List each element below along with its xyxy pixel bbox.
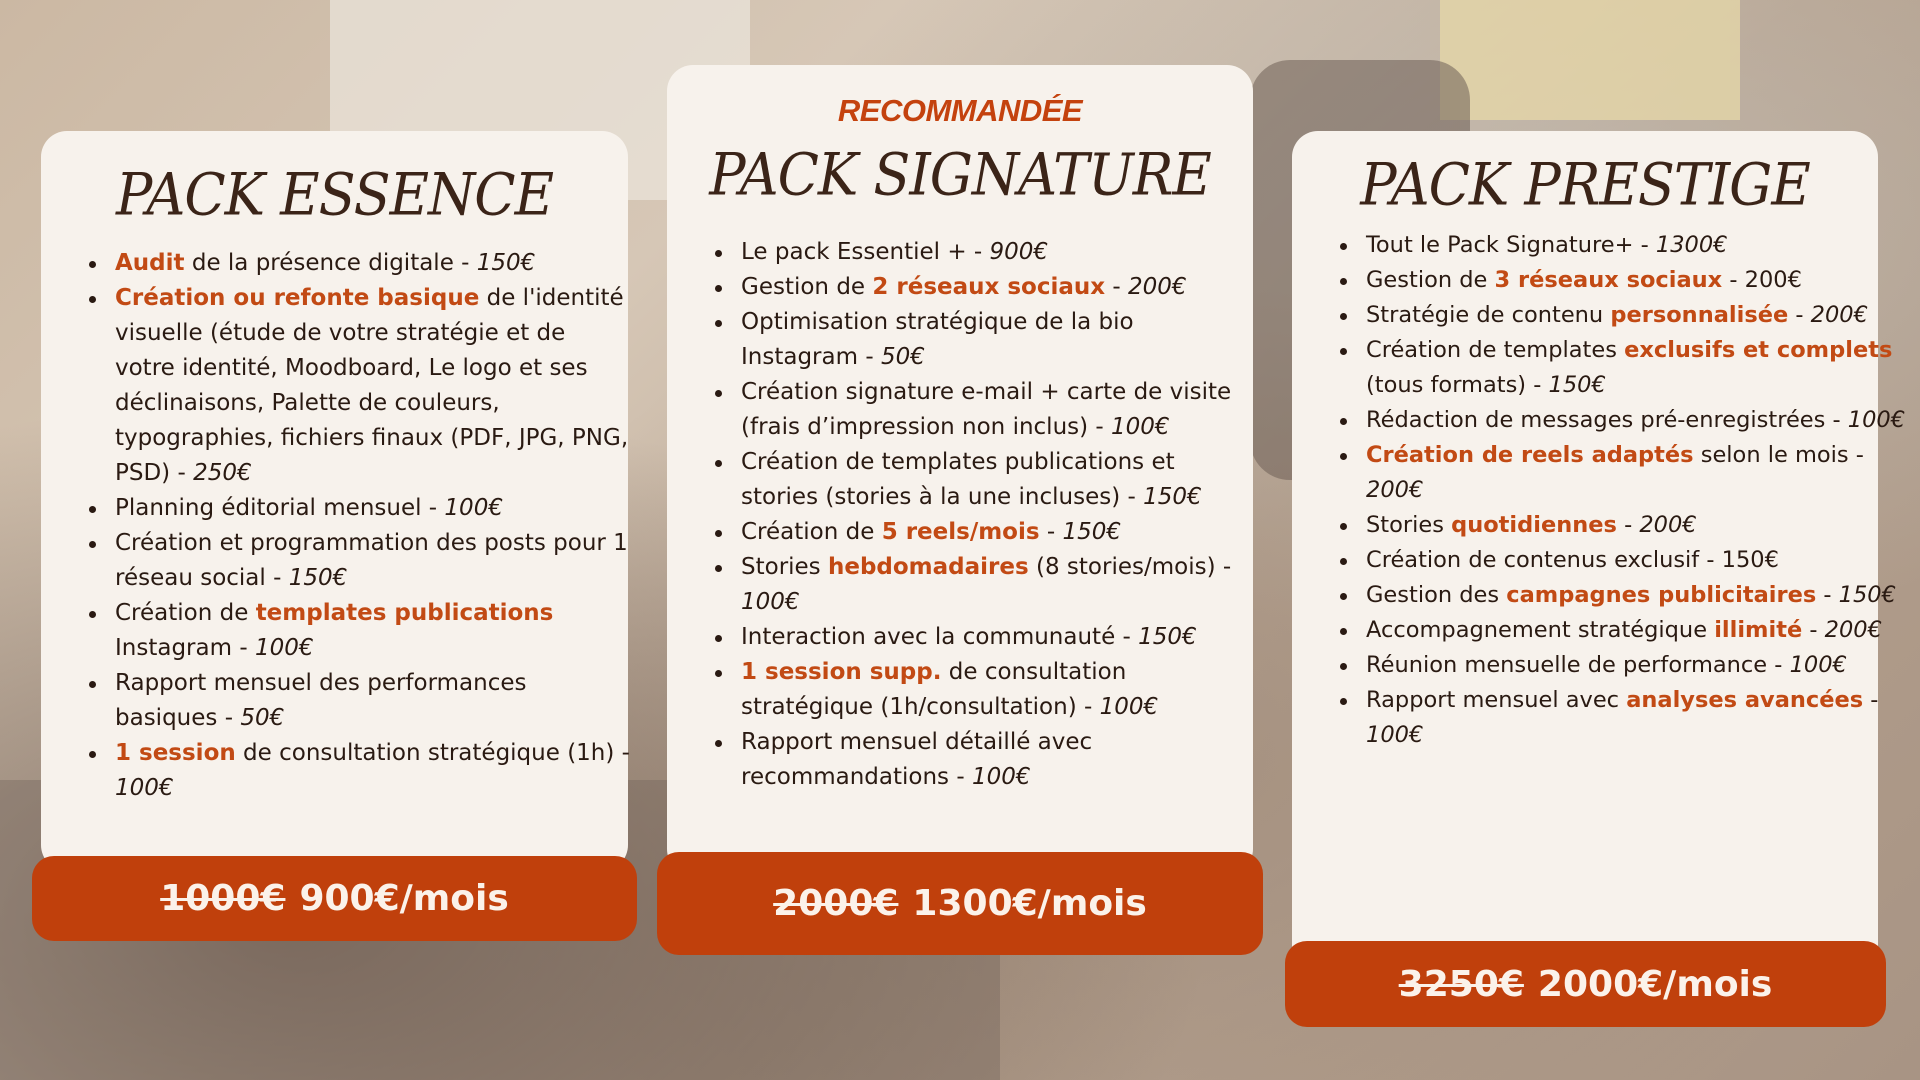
new-price: 1300€/mois [912, 883, 1147, 924]
feature-item [1366, 508, 1911, 543]
feature-item [741, 235, 1256, 270]
price-bar-prestige[interactable] [1285, 941, 1886, 1027]
new-price: 900€/mois [299, 878, 509, 919]
feature-item [1366, 298, 1911, 333]
feature-item [115, 526, 630, 596]
feature-price: 100€ [741, 589, 800, 615]
feature-text: Création signature e-mail + carte de visite (frais d’impression non inclus) - [741, 379, 1232, 440]
feature-text: de consultation stratégique (1h) - [235, 740, 630, 766]
feature-item [115, 666, 630, 736]
feature-item [1366, 333, 1911, 403]
feature-item [115, 281, 630, 491]
feature-highlight: hebdomadaires [827, 554, 1029, 580]
feature-item [1366, 543, 1911, 578]
feature-text: Stratégie de contenu [1366, 302, 1611, 328]
feature-text: - [1802, 617, 1825, 643]
feature-list [667, 235, 1256, 795]
feature-price: 250€ [193, 460, 252, 486]
feature-text: - [1105, 274, 1129, 300]
feature-price: 100€ [254, 635, 314, 661]
feature-price: 200€ [1366, 477, 1424, 503]
feature-text: de l'identité visuelle (étude de votre stratégie et de votre identité, Moodboard, Le logo et ses déclinaisons, Palette de couleurs, typographies, fichiers finaux (PDF, JPG, PNG, PSD) - [115, 285, 629, 486]
feature-price: 150€ [1143, 484, 1202, 510]
feature-item [741, 515, 1256, 550]
feature-price: 100€ [444, 495, 503, 521]
feature-item [741, 725, 1256, 795]
feature-price: 900€ [989, 239, 1049, 265]
feature-price: 150€ [1548, 372, 1606, 398]
feature-text: Gestion de [1366, 267, 1495, 293]
feature-item [741, 445, 1256, 515]
feature-highlight: 1 session [115, 740, 236, 766]
feature-text: Création de templates [1366, 337, 1625, 363]
feature-highlight: analyses avancées [1626, 687, 1864, 713]
feature-text: Rédaction de messages pré-enregistrées - [1366, 407, 1848, 433]
feature-item [1366, 648, 1911, 683]
feature-text: Stories [741, 554, 828, 580]
feature-highlight: Création ou refonte basique [115, 285, 480, 311]
feature-item [1366, 263, 1911, 298]
feature-item [115, 246, 630, 281]
feature-text: - [1039, 519, 1063, 545]
feature-item [1366, 613, 1911, 648]
feature-price: 100€ [1111, 414, 1170, 440]
feature-price: 100€ [1366, 722, 1424, 748]
old-price: 3250€ [1398, 963, 1524, 1005]
feature-item [1366, 403, 1911, 438]
pack-prestige-card [1292, 131, 1906, 971]
feature-text: Planning éditorial mensuel - [115, 495, 445, 521]
feature-text: de consultation stratégique (1h/consultation) - [741, 659, 1127, 720]
feature-item [1366, 578, 1911, 613]
feature-text: Création de contenus exclusif - 150€ [1366, 547, 1779, 573]
pack-signature-card [667, 65, 1253, 875]
feature-highlight: 5 reels/mois [881, 519, 1040, 545]
feature-item [741, 550, 1256, 620]
feature-text: de la présence digitale - [184, 250, 477, 276]
feature-text: Le pack Essentiel + - [741, 239, 990, 265]
feature-text: Gestion de [741, 274, 873, 300]
feature-item [1366, 438, 1911, 508]
feature-text: Interaction avec la communauté - [741, 624, 1139, 650]
feature-item [1366, 683, 1911, 753]
feature-list [41, 246, 630, 806]
feature-item [115, 596, 630, 666]
old-price: 2000€ [773, 883, 899, 924]
feature-highlight: quotidiennes [1451, 512, 1617, 538]
feature-item [115, 736, 630, 806]
feature-price: 200€ [1639, 512, 1697, 538]
feature-highlight: Audit [115, 250, 185, 276]
feature-text: Optimisation stratégique de la bio Instagram - [741, 309, 1134, 370]
feature-text: Création de templates publications et stories (stories à la une incluses) - [741, 449, 1175, 510]
feature-item [1366, 228, 1911, 263]
feature-text: Rapport mensuel avec [1366, 687, 1627, 713]
feature-price: 100€ [1789, 652, 1847, 678]
feature-highlight: 2 réseaux sociaux [872, 274, 1106, 300]
new-price: 2000€/mois [1537, 963, 1773, 1005]
feature-text: Réunion mensuelle de performance - [1366, 652, 1790, 678]
feature-price: 50€ [880, 344, 925, 370]
feature-price: 150€ [476, 250, 536, 276]
feature-item [741, 620, 1256, 655]
feature-text: Rapport mensuel détaillé avec recommandations - [741, 729, 1093, 790]
feature-text: Rapport mensuel des performances basiques - [115, 670, 527, 731]
feature-item [741, 375, 1256, 445]
feature-price: 150€ [1062, 519, 1122, 545]
feature-text: - [1816, 582, 1839, 608]
feature-item [741, 270, 1256, 305]
feature-price: 200€ [1824, 617, 1882, 643]
feature-highlight: 3 réseaux sociaux [1494, 267, 1723, 293]
feature-text: Création de [741, 519, 882, 545]
price-bar-essence[interactable] [32, 856, 637, 941]
feature-item [741, 655, 1256, 725]
feature-text: - [1616, 512, 1640, 538]
feature-text: Création et programmation des posts pour 1 réseau social - [115, 530, 628, 591]
pack-title: PACK SIGNATURE [709, 140, 1211, 209]
feature-text: - [1863, 687, 1879, 713]
feature-highlight: exclusifs et complets [1624, 337, 1893, 363]
feature-price: 50€ [240, 705, 285, 731]
feature-price: 150€ [1838, 582, 1896, 608]
feature-price: 100€ [971, 764, 1031, 790]
feature-highlight: campagnes publicitaires [1506, 582, 1817, 608]
feature-text: (8 stories/mois) - [1028, 554, 1232, 580]
feature-price: 100€ [115, 775, 174, 801]
feature-price: 200€ [1128, 274, 1187, 300]
feature-text: selon le mois - [1693, 442, 1864, 468]
feature-highlight: Création de reels adaptés [1366, 442, 1694, 468]
pack-title: PACK PRESTIGE [1360, 150, 1810, 219]
feature-price: 100€ [1099, 694, 1159, 720]
recommended-badge: RECOMMANDÉE [837, 93, 1083, 128]
feature-text: - 200€ [1722, 267, 1802, 293]
price-bar-signature[interactable] [657, 852, 1263, 955]
feature-text: - [1788, 302, 1811, 328]
feature-item [741, 305, 1256, 375]
feature-price: 200€ [1810, 302, 1868, 328]
feature-highlight: 1 session supp. [741, 659, 942, 685]
feature-text: (tous formats) - [1366, 372, 1549, 398]
pack-title: PACK ESSENCE [115, 160, 554, 229]
feature-text: Instagram - [115, 635, 255, 661]
feature-text: Accompagnement stratégique [1366, 617, 1715, 643]
feature-price: 150€ [1138, 624, 1197, 650]
feature-price: 100€ [1847, 407, 1906, 433]
pack-essence-card [41, 131, 628, 871]
feature-price: 1300€ [1655, 232, 1728, 258]
feature-text: Création de [115, 600, 256, 626]
feature-text: Tout le Pack Signature+ - [1366, 232, 1656, 258]
feature-highlight: templates publications [255, 600, 554, 626]
feature-price: 150€ [288, 565, 348, 591]
background-notebook [1440, 0, 1740, 120]
feature-highlight: personnalisée [1610, 302, 1789, 328]
feature-list [1292, 228, 1911, 753]
old-price: 1000€ [160, 878, 286, 919]
feature-highlight: illimité [1714, 617, 1803, 643]
feature-item [115, 491, 630, 526]
feature-text: Gestion des [1366, 582, 1507, 608]
feature-text: Stories [1366, 512, 1452, 538]
